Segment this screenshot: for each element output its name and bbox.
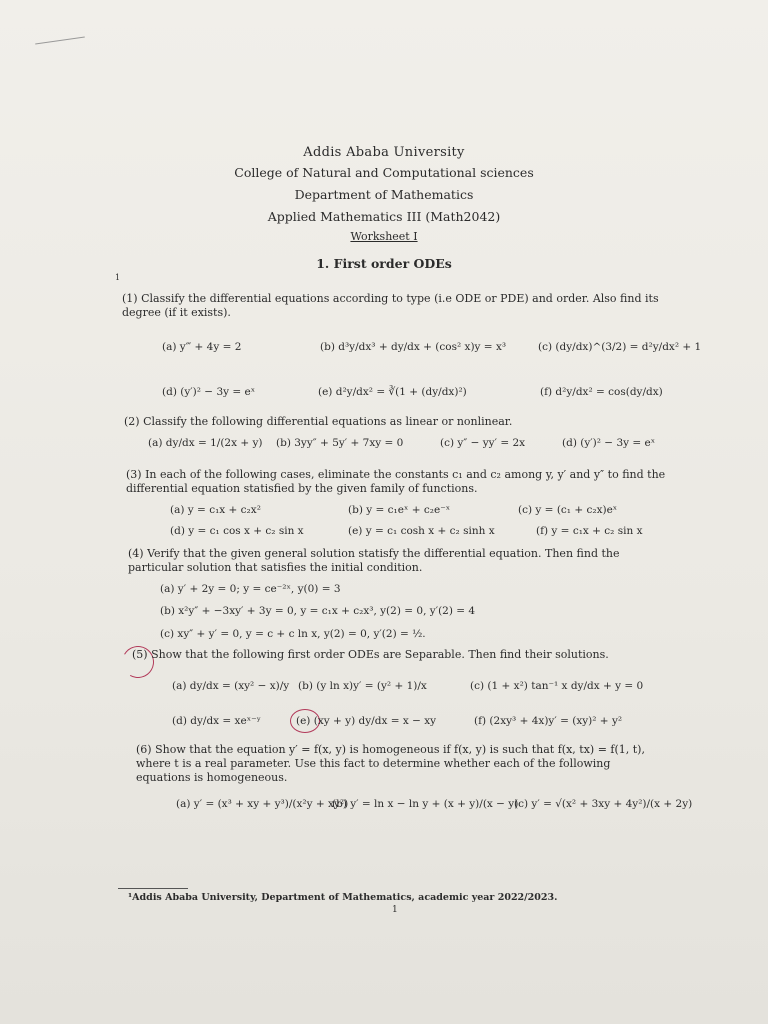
- q4-a: (a) y′ + 2y = 0; y = ce⁻²ˣ, y(0) = 3: [160, 583, 341, 595]
- q4-b: (b) x²y″ + −3xy′ + 3y = 0, y = c₁x + c₂x³, y(2) = 0, y′(2) = 4: [160, 605, 476, 617]
- q5-e: (e) (xy + y) dy/dx = x − xy: [296, 715, 437, 727]
- course-title: Applied Mathematics III (Math2042): [267, 209, 501, 224]
- q3-b: (b) y = c₁eˣ + c₂e⁻ˣ: [348, 504, 451, 516]
- q4-text: (4) Verify that the given general solution statisfy the differential equation. Then find the particular solution that satisfies the initial condition.: [128, 547, 620, 574]
- university-title: Addis Ababa University: [303, 145, 465, 160]
- q4-c: (c) xy″ + y′ = 0, y = c + c ln x, y(2) = 0, y′(2) = ½.: [160, 628, 426, 640]
- q3-c: (c) y = (c₁ + c₂x)eˣ: [518, 504, 618, 516]
- college-title: College of Natural and Computational sciences: [234, 165, 534, 180]
- q6-text: (6) Show that the equation y′ = f(x, y) is homogeneous if f(x, y) is such that f(x, tx) = f(1, t), where t is a real parameter. Use this fact to determine whether each of the following equations is homogeneous.: [136, 743, 645, 784]
- q2-c: (c) y″ − yy′ = 2x: [440, 437, 526, 449]
- q2-text: (2) Classify the following differential equations as linear or nonlinear.: [124, 415, 513, 428]
- page-number: 1: [392, 905, 398, 915]
- section-title: 1. First order ODEs: [316, 256, 452, 271]
- q1-a: (a) y‴ + 4y = 2: [162, 341, 242, 353]
- q5-d: (d) dy/dx = xeˣ⁻ʸ: [172, 715, 262, 727]
- footnote-text: ¹Addis Ababa University, Department of Mathematics, academic year 2022/2023.: [128, 892, 558, 903]
- q3-e: (e) y = c₁ cosh x + c₂ sinh x: [348, 525, 495, 537]
- q5-c: (c) (1 + x²) tan⁻¹ x dy/dx + y = 0: [470, 680, 644, 692]
- footnote-rule: [118, 888, 188, 889]
- q2-b: (b) 3yy″ + 5y′ + 7xy = 0: [276, 437, 404, 449]
- q1-d: (d) (y′)² − 3y = eˣ: [162, 386, 256, 398]
- q6-a: (a) y′ = (x³ + xy + y³)/(x²y + xy²): [176, 798, 349, 810]
- q1-b: (b) d³y/dx³ + dy/dx + (cos² x)y = x³: [320, 341, 507, 353]
- q2-a: (a) dy/dx = 1/(2x + y): [148, 437, 263, 449]
- q5-f: (f) (2xy³ + 4x)y′ = (xy)² + y²: [474, 715, 623, 727]
- q3-d: (d) y = c₁ cos x + c₂ sin x: [170, 525, 304, 537]
- q6-c: (c) y′ = √(x² + 3xy + 4y²)/(x + 2y): [514, 798, 693, 810]
- pen-mark: [35, 37, 85, 45]
- q1-text: (1) Classify the differential equations according to type (i.e ODE or PDE) and order. Also find its degree (if it exists).: [122, 292, 659, 319]
- q1-e: (e) d²y/dx² = ∛(1 + (dy/dx)²): [318, 386, 467, 398]
- q3-f: (f) y = c₁x + c₂ sin x: [536, 525, 643, 537]
- footnote-mark: 1: [115, 273, 121, 282]
- q1-c: (c) (dy/dx)^(3/2) = d²y/dx² + 1: [538, 341, 702, 353]
- q6-b: (b) y′ = ln x − ln y + (x + y)/(x − y): [332, 798, 519, 810]
- q3-text: (3) In each of the following cases, eliminate the constants c₁ and c₂ among y, y′ and y″ to find the differential equation statisfied by the given family of functions.: [126, 468, 666, 495]
- q1-f: (f) d²y/dx² = cos(dy/dx): [540, 386, 663, 398]
- q5-text: (5) Show that the following first order ODEs are Separable. Then find their solutions.: [132, 648, 609, 661]
- department-title: Department of Mathematics: [294, 187, 474, 202]
- worksheet-title: Worksheet I: [350, 230, 418, 243]
- q3-a: (a) y = c₁x + c₂x²: [170, 504, 261, 516]
- q5-b: (b) (y ln x)y′ = (y² + 1)/x: [298, 680, 427, 692]
- q2-d: (d) (y′)² − 3y = eˣ: [562, 437, 656, 449]
- q5-a: (a) dy/dx = (xy² − x)/y: [172, 680, 290, 692]
